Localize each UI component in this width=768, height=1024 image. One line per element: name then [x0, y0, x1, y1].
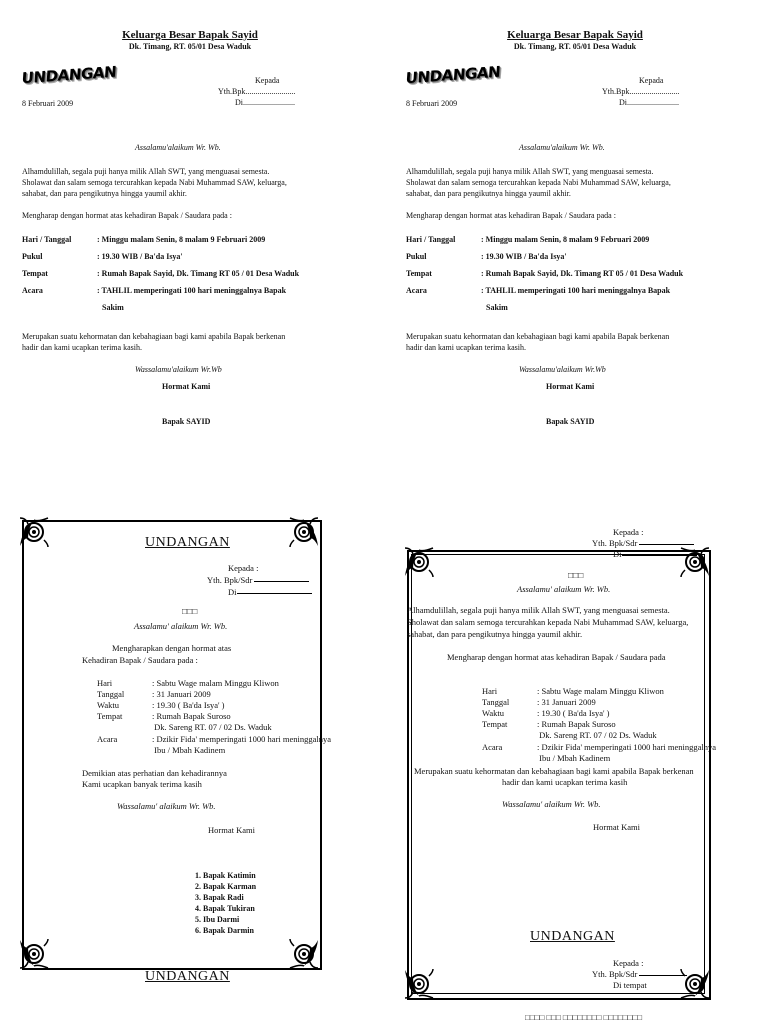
- intro-line: Kehadiran Bapak / Saudara pada :: [82, 655, 198, 665]
- detail-row: [406, 235, 649, 244]
- family-address: Dk. Timang, RT. 05/01 Desa Waduk: [128, 42, 252, 51]
- detail-value: Ibu / Mbah Kadinem: [152, 745, 226, 755]
- detail-row: [406, 286, 670, 295]
- corner-ornament-icon: [18, 516, 50, 548]
- detail-value: : Rumah Bapak Suroso: [152, 711, 231, 721]
- detail-value: Ibu / Mbah Kadinem: [537, 753, 611, 763]
- detail-key: Acara: [482, 742, 503, 752]
- arabic-glyph: □□□: [568, 570, 584, 580]
- family-title: Keluarga Besar Bapak Sayid: [507, 29, 643, 41]
- closing-line: hadir dan kami ucapkan terima kasih: [502, 777, 628, 787]
- salam-opening: Assalamu' alaikum Wr. Wb.: [517, 584, 611, 594]
- detail-row: [22, 252, 183, 261]
- recipient-yth-label: Yth. Bpk/Sdr: [207, 575, 253, 585]
- detail-row: [97, 745, 225, 755]
- detail-value: : 19.30 ( Ba'da Isya' ): [537, 708, 610, 718]
- recipient-yth-label: Yth. Bpk/Sdr: [592, 538, 638, 548]
- detail-row: [97, 722, 272, 732]
- signer-name: Bapak SAYID: [162, 417, 211, 426]
- list-item: 3. Bapak Radi: [195, 893, 244, 902]
- detail-value: : TAHLIL memperingati 100 hari meninggalnya Bapak: [97, 286, 287, 295]
- detail-key: Acara: [97, 734, 118, 744]
- paragraph-line: Alhamdulillah, segala puji hanya milik Allah SWT, yang menguasai semesta.: [407, 605, 670, 615]
- letter-date: 8 Februari 2009: [406, 99, 458, 108]
- paragraph-request: Mengharap dengan hormat atas kehadiran Bapak / Saudara pada :: [406, 211, 616, 220]
- detail-key: Hari: [482, 686, 498, 696]
- recipient-yth: Yth.Bpk.........................: [218, 87, 296, 96]
- hormat-kami: Hormat Kami: [593, 822, 640, 832]
- detail-value: : 31 Januari 2009: [152, 689, 211, 699]
- detail-key: Hari / Tanggal: [406, 235, 456, 244]
- signer-list: [195, 870, 256, 936]
- corner-ornament-icon: [288, 938, 320, 970]
- salam-closing: Wassalamu'alaikum Wr.Wb: [135, 365, 222, 374]
- undangan-logo: UNDANGAN: [21, 62, 117, 88]
- list-item: 4. Bapak Tukiran: [195, 904, 255, 913]
- detail-key: Acara: [406, 286, 427, 295]
- hormat-kami: Hormat Kami: [162, 382, 211, 391]
- detail-key: Pukul: [22, 252, 43, 261]
- detail-row: [482, 742, 716, 752]
- salam-closing: Wassalamu'alaikum Wr.Wb: [519, 365, 606, 374]
- fill-line: [622, 554, 697, 556]
- detail-value: : Rumah Bapak Sayid, Dk. Timang RT 05 / 01 Desa Waduk: [481, 269, 684, 278]
- detail-value: Dk. Sareng RT. 07 / 02 Ds. Waduk: [537, 730, 657, 740]
- detail-value: : 31 Januari 2009: [537, 697, 596, 707]
- detail-key: Tempat: [482, 719, 508, 729]
- fill-line: [237, 592, 312, 594]
- invitation-title: UNDANGAN: [530, 929, 615, 944]
- detail-value: : 19.30 ( Ba'da Isya' ): [152, 700, 225, 710]
- corner-ornament-icon: [18, 938, 50, 970]
- recipient-yth-label: Yth. Bpk/Sdr: [592, 969, 638, 979]
- detail-key: Acara: [22, 286, 43, 295]
- detail-row: [97, 689, 211, 699]
- detail-value: : Sabtu Wage malam Minggu Kliwon: [537, 686, 664, 696]
- detail-row: [482, 753, 610, 763]
- intro-line: Mengharapkan dengan hormat atas: [112, 643, 232, 653]
- detail-row: [482, 719, 616, 729]
- recipient-yth: [592, 538, 694, 548]
- list-item: 5. Ibu Darmi: [195, 915, 240, 924]
- recipient-di: Di..........................: [619, 98, 679, 107]
- paragraph-line: Sholawat dan salam semoga tercurahkan kepada Nabi Muhammad SAW, keluarga,: [406, 178, 671, 187]
- undangan-logo: UNDANGAN: [405, 62, 501, 88]
- detail-row: [22, 235, 265, 244]
- recipient-di-label: Di: [613, 549, 622, 559]
- detail-value: : Rumah Bapak Sayid, Dk. Timang RT 05 / 01 Desa Waduk: [97, 269, 300, 278]
- salam-closing: Wassalamu' alaikum Wr. Wb.: [502, 799, 601, 809]
- detail-value: : TAHLIL memperingati 100 hari meninggalnya Bapak: [481, 286, 671, 295]
- detail-row: [406, 269, 683, 278]
- recipient-yth: Yth.Bpk.........................: [602, 87, 680, 96]
- list-item: 1. Bapak Katimin: [195, 871, 256, 880]
- detail-key: Pukul: [406, 252, 427, 261]
- detail-value: : 19.30 WIB / Ba'da Isya': [481, 252, 567, 261]
- paragraph-line: sahabat, dan para pengikutnya hingga yaumil akhir.: [407, 629, 583, 639]
- paragraph-line: Alhamdulillah, segala puji hanya milik Allah SWT, yang menguasai semesta.: [406, 167, 654, 176]
- intro-line: Mengharap dengan hormat atas kehadiran Bapak / Saudara pada: [447, 652, 666, 662]
- detail-row: [97, 700, 224, 710]
- detail-value: : Minggu malam Senin, 8 malam 9 Februari 2009: [481, 235, 650, 244]
- recipient-di: [228, 587, 312, 597]
- detail-key: Hari / Tanggal: [22, 235, 72, 244]
- closing-line: Merupakan suatu kehormatan dan kebahagiaan bagi kami apabila Bapak berkenan: [406, 332, 670, 341]
- detail-key: Tanggal: [482, 697, 510, 707]
- detail-key: Tempat: [22, 269, 48, 278]
- detail-key: Tempat: [406, 269, 432, 278]
- detail-row: [97, 734, 331, 744]
- closing-line: Demikian atas perhatian dan kehadirannya: [82, 768, 227, 778]
- list-item: 6. Bapak Darmin: [195, 926, 254, 935]
- list-item: 2. Bapak Karman: [195, 882, 257, 891]
- paragraph-line: Alhamdulillah, segala puji hanya milik Allah SWT, yang menguasai semesta.: [22, 167, 270, 176]
- letter-date: 8 Februari 2009: [22, 99, 74, 108]
- recipient-kepada: Kepada :: [613, 527, 644, 537]
- detail-row: [97, 711, 231, 721]
- detail-key: Hari: [97, 678, 113, 688]
- recipient-di: Di tempat: [613, 980, 647, 990]
- detail-key: Tanggal: [97, 689, 125, 699]
- arabic-glyph: □□□: [182, 606, 198, 616]
- detail-value: : Dzikir Fida' memperingati 1000 hari meninggalnya: [537, 742, 717, 752]
- paragraph-line: Sholawat dan salam semoga tercurahkan kepada Nabi Muhammad SAW, keluarga,: [407, 617, 689, 627]
- salam-opening: Assalamu' alaikum Wr. Wb.: [134, 621, 228, 631]
- detail-row: [482, 730, 657, 740]
- invitation-title: UNDANGAN: [145, 969, 230, 984]
- recipient-kepada: Kepada: [255, 76, 280, 85]
- detail-key: Tempat: [97, 711, 123, 721]
- detail-row: [406, 252, 567, 261]
- hormat-kami: Hormat Kami: [208, 825, 255, 835]
- signer-name: Bapak SAYID: [546, 417, 595, 426]
- corner-ornament-icon: [403, 968, 435, 1000]
- salam-opening: Assalamu'alaikum Wr. Wb.: [135, 143, 221, 152]
- closing-line: Merupakan suatu kehormatan dan kebahagiaan bagi kami apabila Bapak berkenan: [22, 332, 286, 341]
- recipient-kepada: Kepada: [639, 76, 664, 85]
- detail-key: Waktu: [482, 708, 504, 718]
- detail-continuation: Sakim: [102, 303, 124, 312]
- detail-value: : Dzikir Fida' memperingati 1000 hari meninggalnya: [152, 734, 332, 744]
- recipient-kepada: Kepada :: [613, 958, 644, 968]
- detail-value: : Rumah Bapak Suroso: [537, 719, 616, 729]
- invitation-title: UNDANGAN: [145, 535, 230, 550]
- detail-row: [22, 269, 299, 278]
- recipient-di: [613, 549, 697, 559]
- family-title: Keluarga Besar Bapak Sayid: [122, 29, 258, 41]
- fill-line: [254, 580, 309, 582]
- paragraph-line: sahabat, dan para pengikutnya hingga yaumil akhir.: [406, 189, 571, 198]
- hormat-kami: Hormat Kami: [546, 382, 595, 391]
- recipient-yth: [207, 575, 309, 585]
- detail-row: [482, 697, 596, 707]
- detail-continuation: Sakim: [486, 303, 508, 312]
- detail-value: : Minggu malam Senin, 8 malam 9 Februari 2009: [97, 235, 266, 244]
- closing-line: Merupakan suatu kehormatan dan kebahagiaan bagi kami apabila Bapak berkenan: [414, 766, 694, 776]
- fill-line: [639, 543, 694, 545]
- recipient-yth: [592, 969, 687, 979]
- detail-value: : Sabtu Wage malam Minggu Kliwon: [152, 678, 279, 688]
- detail-value: Dk. Sareng RT. 07 / 02 Ds. Waduk: [152, 722, 272, 732]
- detail-row: [22, 286, 286, 295]
- recipient-kepada: Kepada :: [228, 563, 259, 573]
- corner-ornament-icon: [288, 516, 320, 548]
- detail-value: : 19.30 WIB / Ba'da Isya': [97, 252, 183, 261]
- salam-opening: Assalamu'alaikum Wr. Wb.: [519, 143, 605, 152]
- closing-line: Kami ucapkan banyak terima kasih: [82, 779, 202, 789]
- corner-ornament-icon: [403, 546, 435, 578]
- salam-closing: Wassalamu' alaikum Wr. Wb.: [117, 801, 216, 811]
- cut-off-text: □□□□ □□□ □□□□□□□□ □□□□□□□□: [525, 1013, 643, 1022]
- family-address: Dk. Timang, RT. 05/01 Desa Waduk: [513, 42, 637, 51]
- recipient-di: Di..........................: [235, 98, 295, 107]
- detail-key: Waktu: [97, 700, 119, 710]
- fill-line: [639, 974, 687, 976]
- closing-line: hadir dan kami ucapkan terima kasih.: [406, 343, 526, 352]
- paragraph-line: Sholawat dan salam semoga tercurahkan kepada Nabi Muhammad SAW, keluarga,: [22, 178, 287, 187]
- detail-row: [97, 678, 279, 688]
- paragraph-request: Mengharap dengan hormat atas kehadiran Bapak / Saudara pada :: [22, 211, 232, 220]
- detail-row: [482, 686, 664, 696]
- closing-line: hadir dan kami ucapkan terima kasih.: [22, 343, 142, 352]
- recipient-di-label: Di: [228, 587, 237, 597]
- paragraph-line: sahabat, dan para pengikutnya hingga yaumil akhir.: [22, 189, 187, 198]
- detail-row: [482, 708, 609, 718]
